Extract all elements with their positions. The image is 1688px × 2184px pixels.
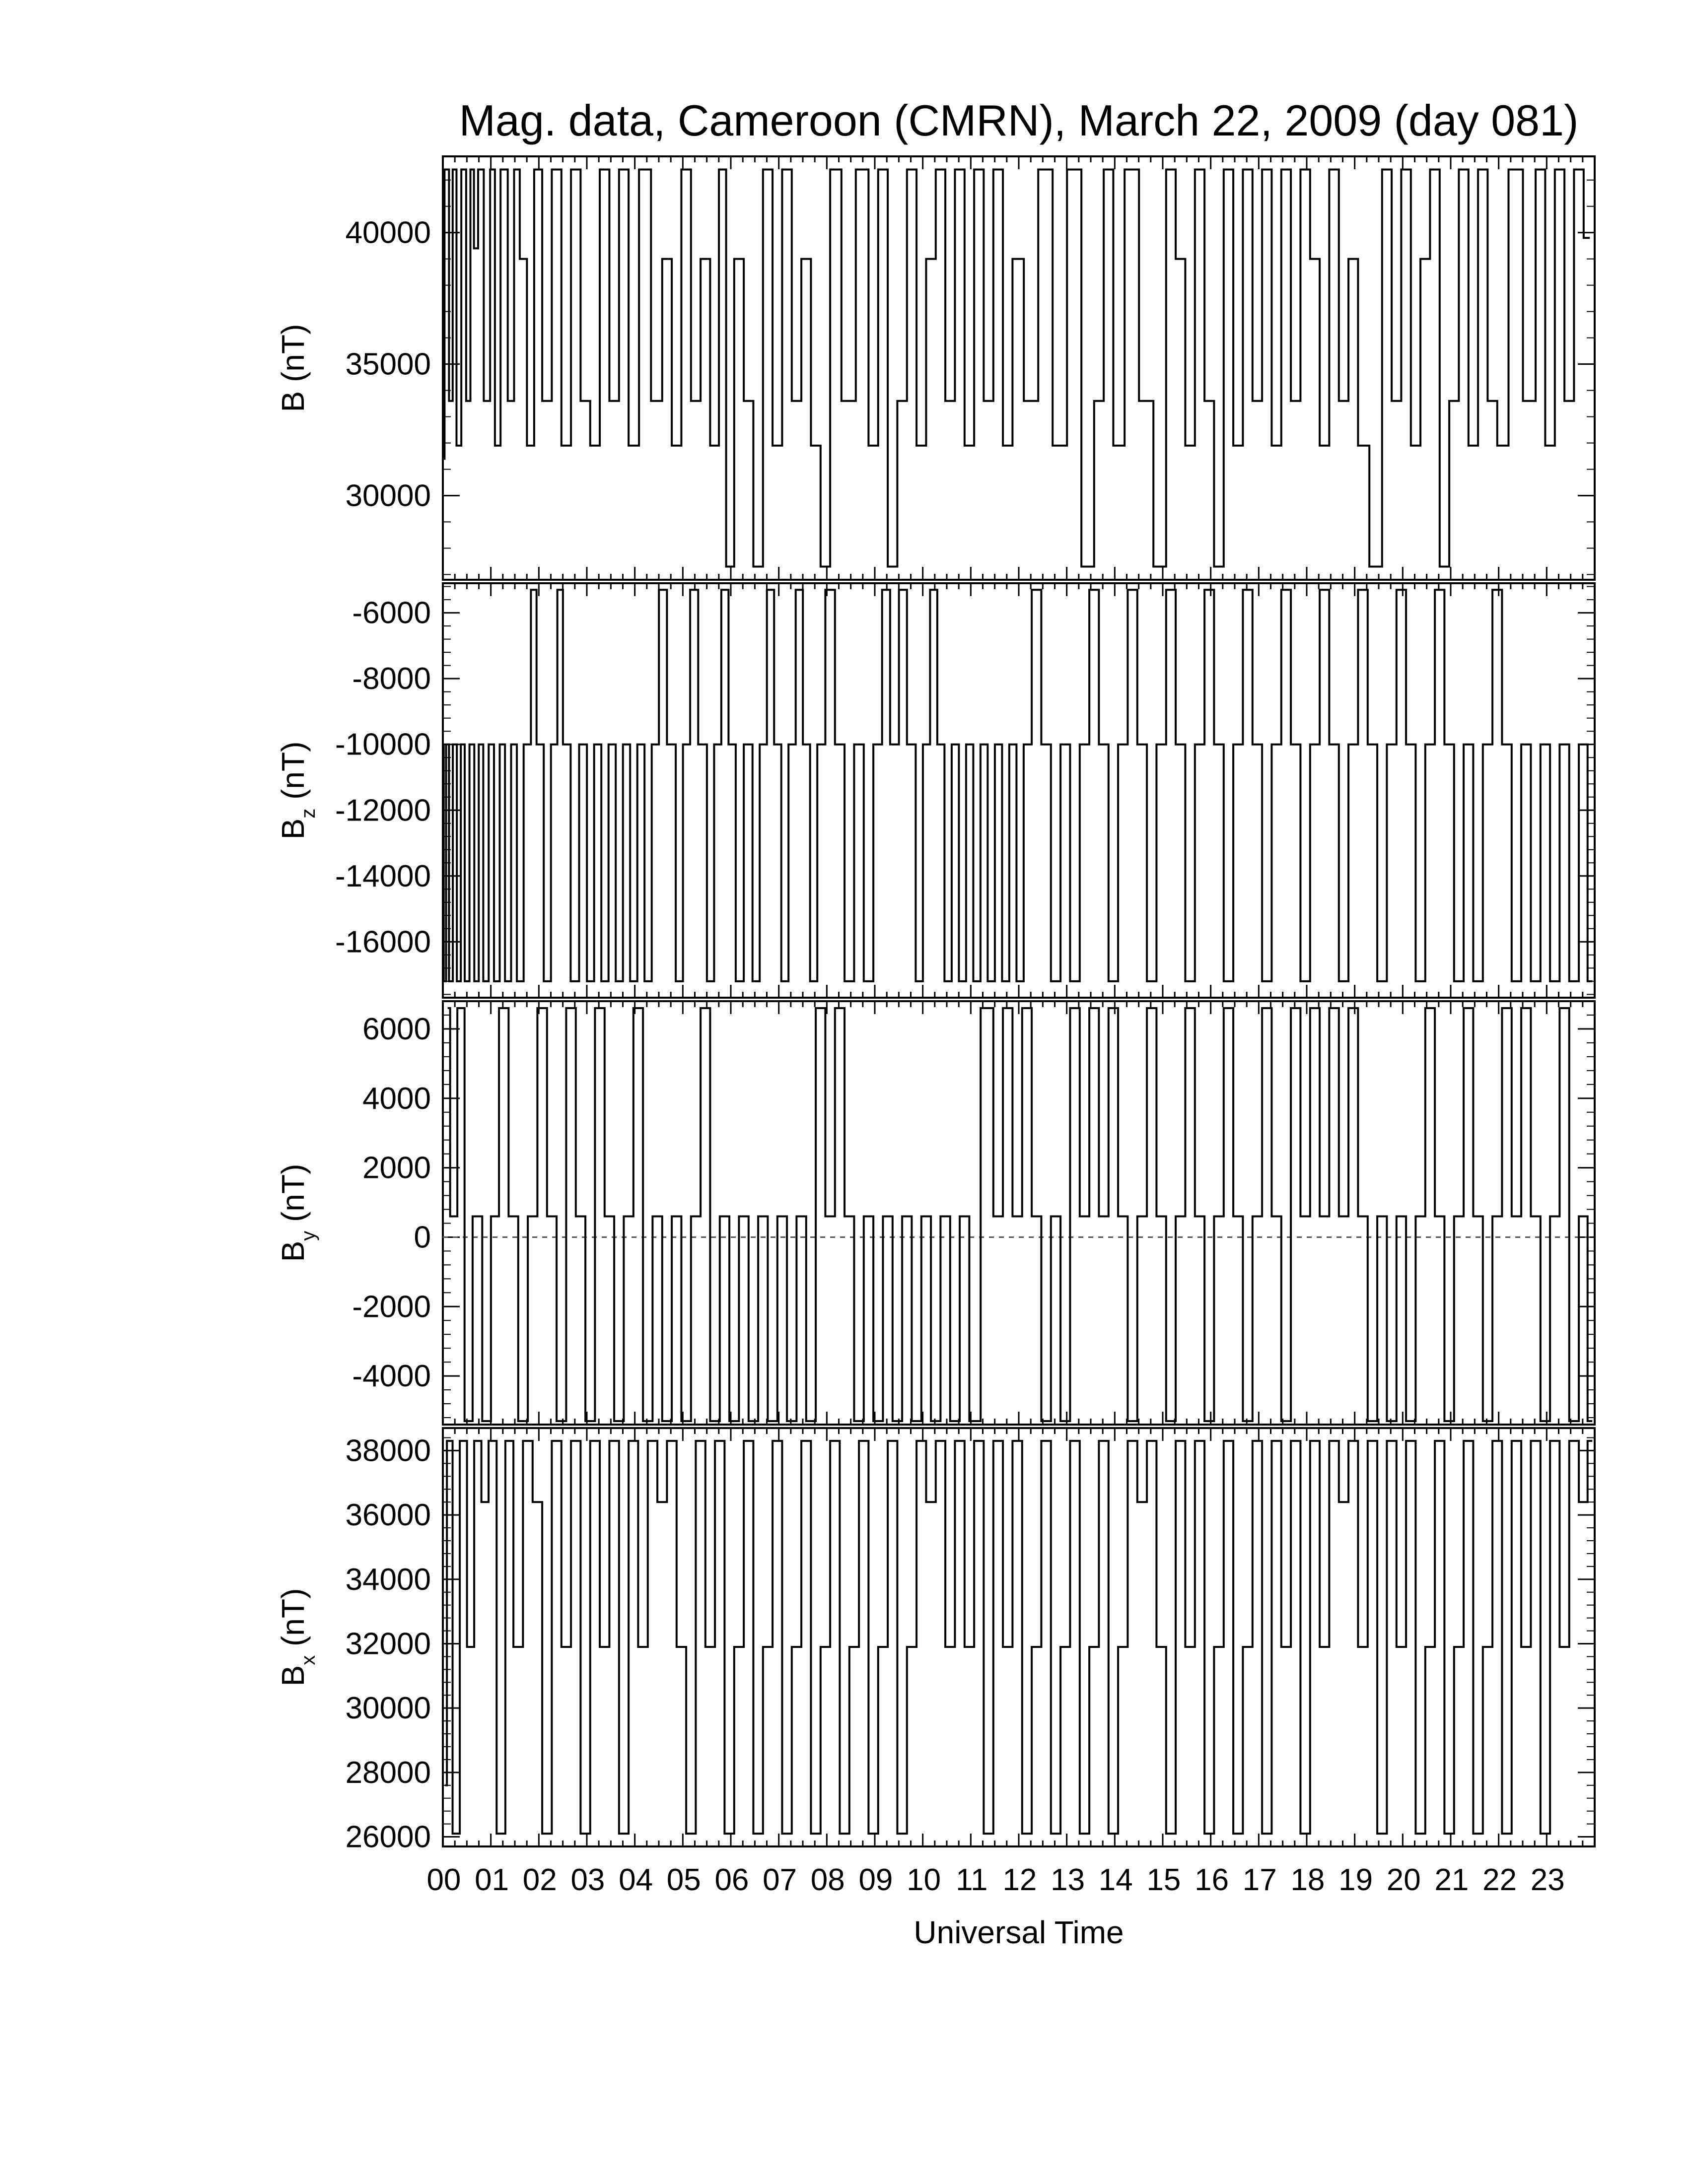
x-tick-label: 02 [522, 1863, 557, 1897]
y-tick-label: -4000 [352, 1359, 431, 1394]
x-tick-label: 00 [426, 1863, 461, 1897]
x-tick-label: 15 [1146, 1863, 1181, 1897]
x-tick-label: 07 [763, 1863, 797, 1897]
y-axis-label-Bx: $B_x$ (nT) [275, 1588, 319, 1687]
y-tick-label: -10000 [335, 727, 431, 762]
x-tick-label: 23 [1530, 1863, 1565, 1897]
x-tick-label: 03 [570, 1863, 605, 1897]
y-tick-label: 30000 [345, 478, 431, 513]
x-tick-label: 14 [1098, 1863, 1133, 1897]
y-tick-label: -2000 [352, 1290, 431, 1324]
x-tick-label: 04 [619, 1863, 653, 1897]
y-tick-label: 34000 [345, 1562, 431, 1597]
y-tick-label: 28000 [345, 1755, 431, 1790]
x-tick-label: 18 [1290, 1863, 1325, 1897]
y-tick-label: 40000 [345, 215, 431, 250]
x-tick-label: 01 [475, 1863, 509, 1897]
y-tick-label: -6000 [352, 596, 431, 630]
x-tick-label: 17 [1242, 1863, 1277, 1897]
y-tick-label: 36000 [345, 1498, 431, 1533]
x-tick-label: 22 [1482, 1863, 1517, 1897]
x-tick-label: 08 [810, 1863, 845, 1897]
y-tick-label: 32000 [345, 1627, 431, 1661]
y-axis-label-Bz: $B_z$ (nT) [275, 741, 319, 840]
x-tick-label: 20 [1386, 1863, 1421, 1897]
x-tick-label: 19 [1338, 1863, 1373, 1897]
y-tick-label: 0 [414, 1220, 431, 1255]
y-tick-label: 2000 [362, 1151, 431, 1185]
y-tick-label: -12000 [335, 793, 431, 828]
x-axis-label: Universal Time [914, 1914, 1124, 1950]
x-tick-label: 09 [858, 1863, 893, 1897]
y-tick-label: 26000 [345, 1820, 431, 1854]
x-tick-label: 06 [714, 1863, 749, 1897]
y-tick-label: 4000 [362, 1081, 431, 1116]
y-tick-label: -14000 [335, 859, 431, 893]
chart-title: Mag. data, Cameroon (CMRN), March 22, 2009 (day 081) [459, 96, 1579, 145]
y-tick-label: -16000 [335, 925, 431, 959]
x-tick-label: 13 [1051, 1863, 1085, 1897]
y-tick-label: -8000 [352, 662, 431, 696]
x-tick-label: 16 [1195, 1863, 1229, 1897]
y-tick-label: 6000 [362, 1012, 431, 1046]
x-tick-label: 11 [956, 1863, 988, 1897]
x-tick-label: 05 [666, 1863, 701, 1897]
y-axis-label-By: $B_y$ (nT) [275, 1163, 319, 1262]
x-tick-label: 21 [1434, 1863, 1469, 1897]
x-tick-label: 12 [1002, 1863, 1037, 1897]
y-axis-label-B: B (nT) [275, 324, 311, 412]
y-tick-label: 30000 [345, 1691, 431, 1726]
x-tick-label: 10 [907, 1863, 941, 1897]
y-tick-label: 38000 [345, 1433, 431, 1468]
y-tick-label: 35000 [345, 347, 431, 382]
